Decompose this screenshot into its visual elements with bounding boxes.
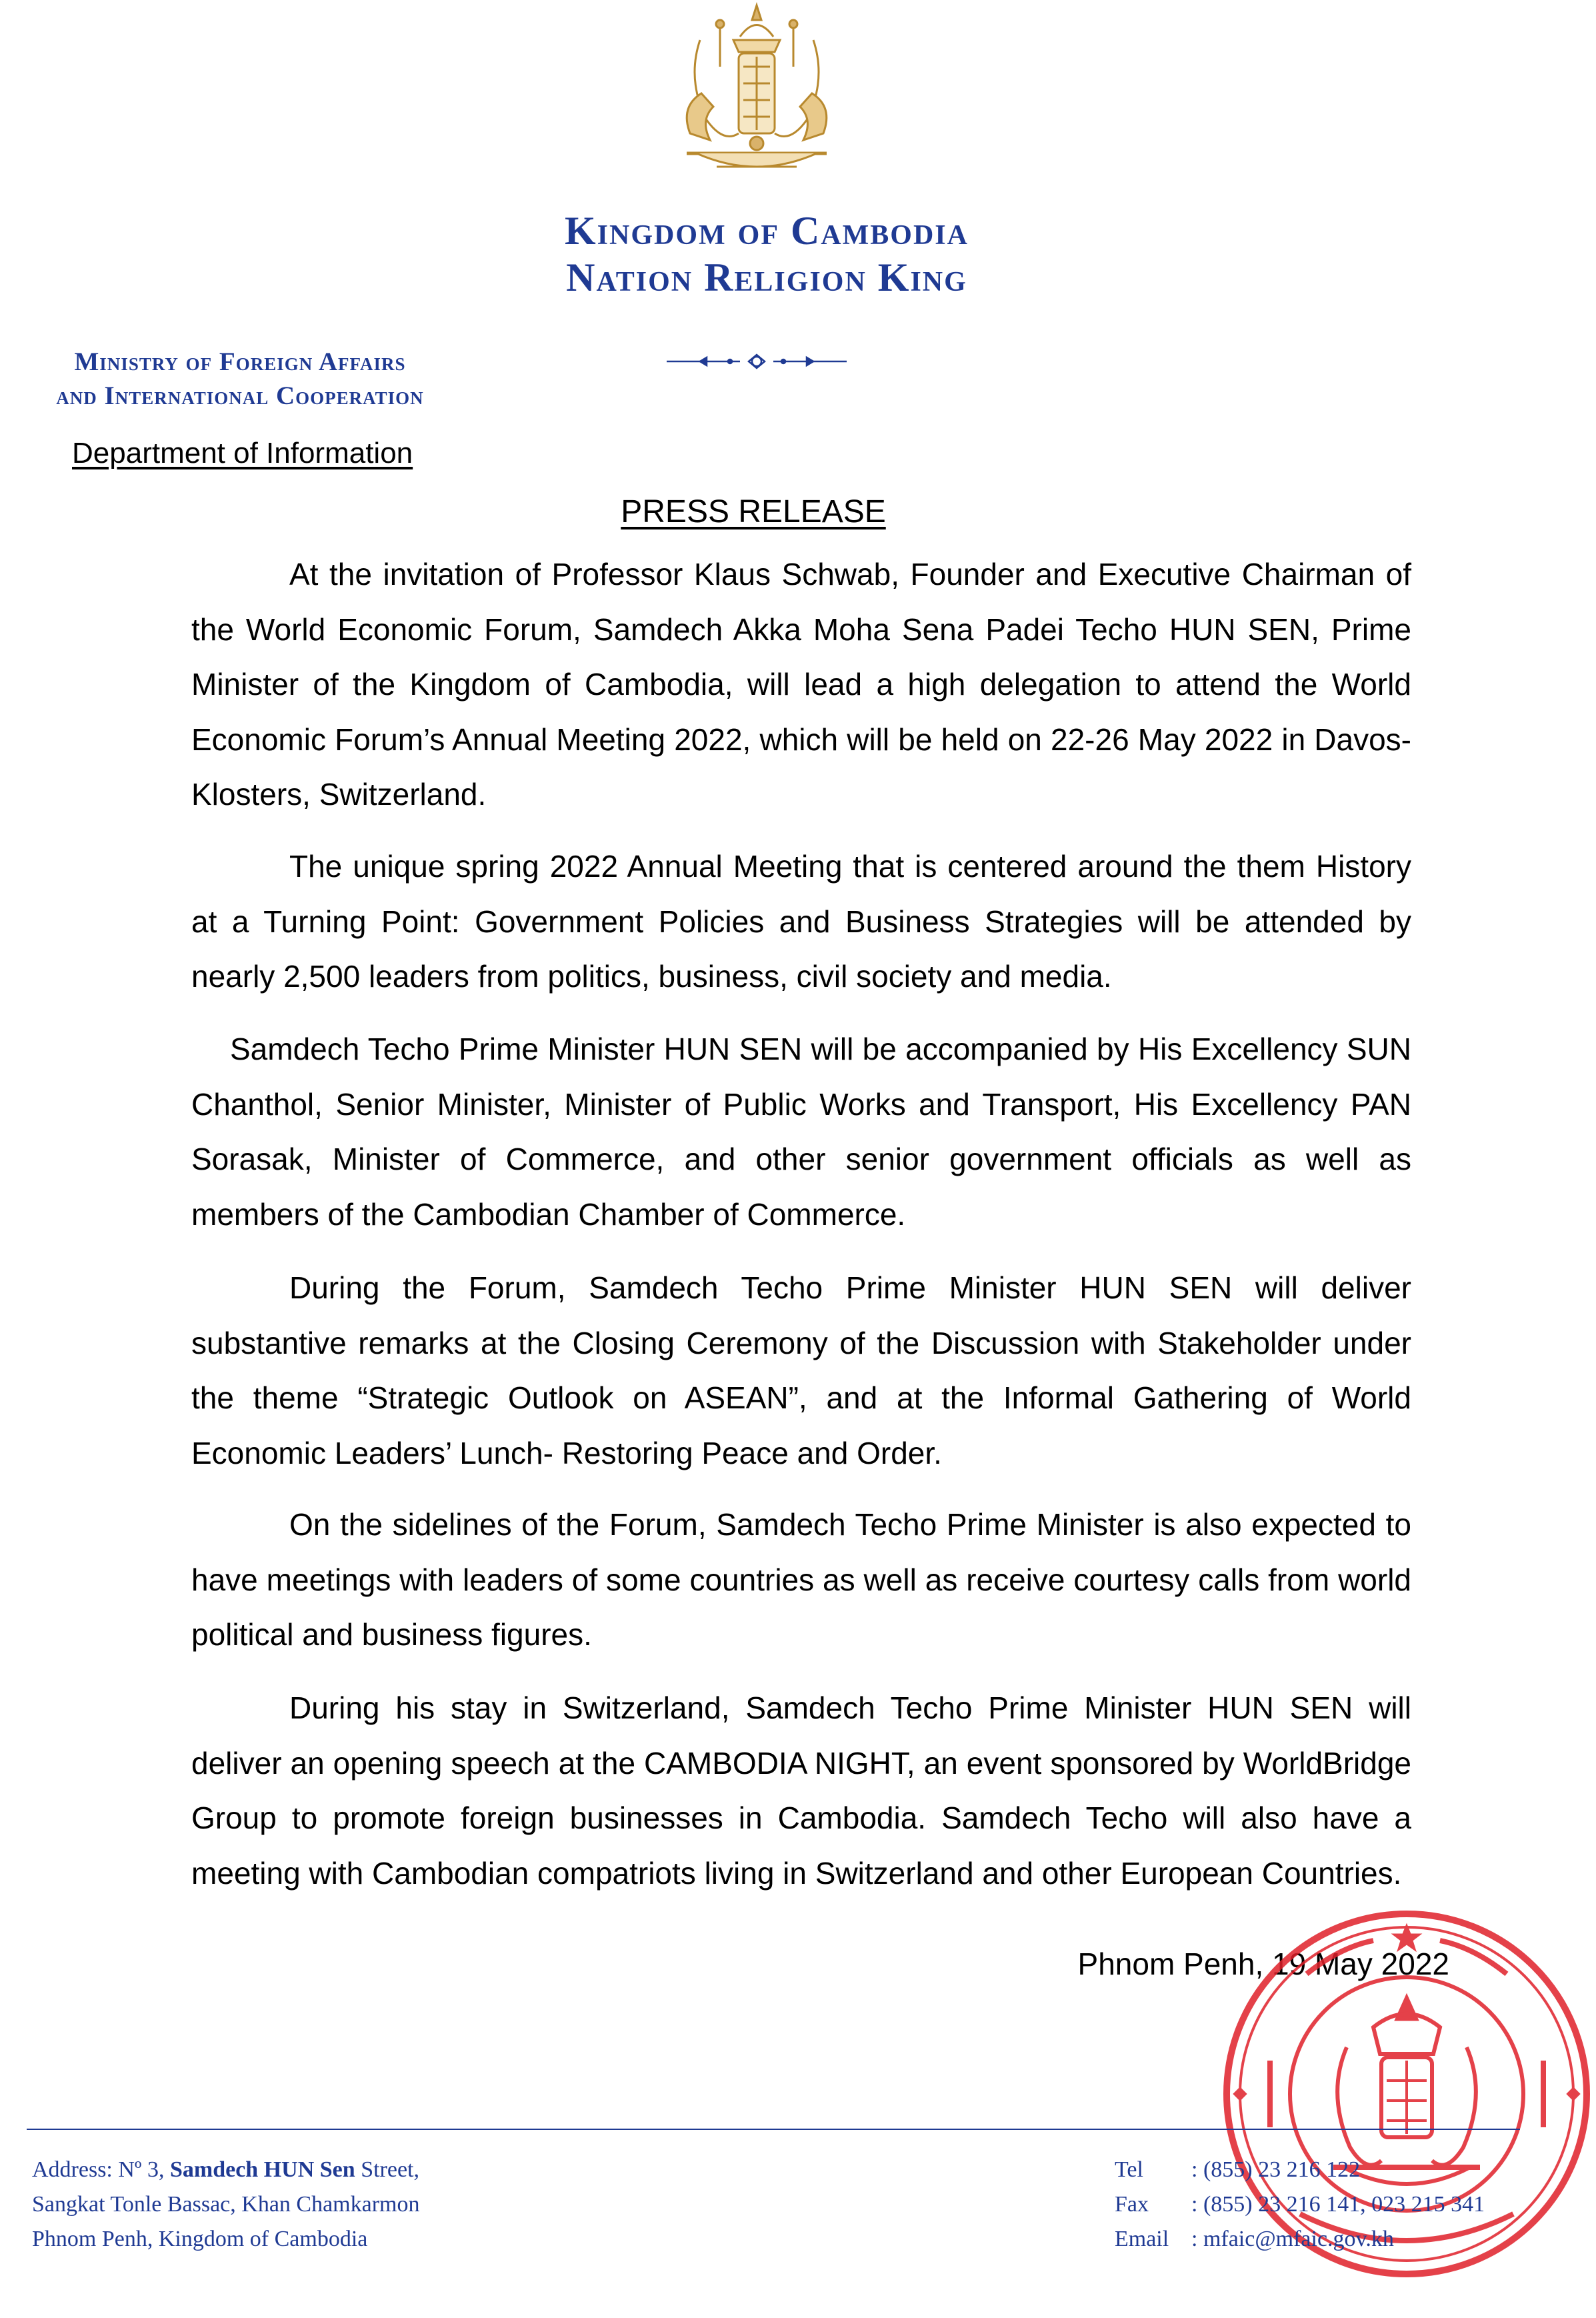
- footer-divider: [27, 2129, 1520, 2130]
- paragraph-3: Samdech Techo Prime Minister HUN SEN will be accompanied by His Excellency SUN Chanthol, Senior Minister, Minister of Public Works and Transport, His Excellency PAN Sorasak, Minister of Commerce, and other senior government officials as well as members of the Cambodian Chamber of Commerce.: [191, 1032, 1411, 1232]
- footer-tel: Tel : (855) 23 216 122: [1115, 2157, 1361, 2182]
- royal-coat-of-arms-icon: [660, 0, 853, 190]
- paragraph-1: At the invitation of Professor Klaus Schwab, Founder and Executive Chairman of the World Economic Forum, Samdech Akka Moha Sena Padei Techo HUN SEN, Prime Minister of the Kingdom of Cambodia, will lead a high delegation to attend the World Economic Forum’s Annual Meeting 2022, which will be held on 22-26 May 2022 in Davos-Klosters, Switzerland.: [191, 557, 1412, 812]
- country-name: Kingdom of Cambodia: [565, 209, 969, 253]
- ministry-name-line1: Ministry of Foreign Affairs: [74, 347, 406, 376]
- name-samdech-techo: Samdech Techo Prime Minister: [716, 1507, 1144, 1542]
- name-sun-chanthol: SUN Chanthol: [191, 1032, 1411, 1122]
- ministry-name-line2: and International Cooperation: [56, 381, 424, 410]
- document-title: PRESS RELEASE: [621, 494, 886, 529]
- name-samdech-techo: Samdech Techo: [941, 1801, 1168, 1835]
- paragraph-4: During the Forum, Samdech Techo Prime Minister HUN SEN will deliver substantive remarks at the Closing Ceremony of the Discussion with Stakeholder under the theme “Strategic Outlook on ASEAN”, and at the Informal Gathering of World Economic Leaders’ Lunch- Restoring Peace and Order.: [191, 1270, 1411, 1470]
- name-hun-sen: , Samdech Techo Prime Minister HUN SEN: [721, 1690, 1353, 1725]
- name-hun-sen: Samdech Akka Moha Sena Padei Techo HUN SEN: [593, 612, 1311, 647]
- footer-contacts: [1115, 2153, 1485, 2257]
- event-name: the World Economic Forum’s Annual Meeting 2022: [191, 667, 1411, 757]
- paragraph-5: On the sidelines of the Forum, Samdech Techo Prime Minister is also expected to have meetings with leaders of some countries as well as receive courtesy calls from world political and business figures.: [191, 1507, 1411, 1652]
- national-motto: Nation Religion King: [566, 255, 967, 299]
- footer-address: Address: Nº 3, Samdech HUN Sen Street, Sangkat Tonle Bassac, Khan Chamkarmon Phnom Penh, Kingdom of Cambodia: [32, 2157, 420, 2251]
- name-pan-sorasak: PAN Sorasak: [191, 1086, 1411, 1176]
- footer-email: Email : mfaic@mfaic.gov.kh: [1115, 2227, 1394, 2251]
- email-link[interactable]: : mfaic@mfaic.gov.kh: [1191, 2227, 1394, 2251]
- paragraph-6: During his stay in Switzerland, Samdech Techo Prime Minister HUN SEN will deliver an opening speech at the CAMBODIA NIGHT, an event sponsored by WorldBridge Group to promote foreign businesses in Cambodia. Samdech Techo will also have a meeting with Cambodian compatriots living in Switzerland and other European Countries.: [191, 1690, 1412, 1891]
- footer-fax: Fax : (855) 23 216 141, 023 215 341: [1115, 2192, 1485, 2217]
- dateline: Phnom Penh, 19 May 2022: [1077, 1947, 1449, 1981]
- name-klaus-schwab: Klaus Schwab: [693, 557, 891, 592]
- name-hun-sen: Samdech Techo Prime Minister HUN SEN: [589, 1270, 1233, 1305]
- paragraph-2: The unique spring 2022 Annual Meeting that is centered around the them History at a Turning Point: Government Policies and Business Strategies will be attended by nearly 2,500 leaders from politics, business, civil society and media.: [191, 849, 1411, 994]
- name-hun-sen: Samdech Techo Prime Minister HUN SEN: [230, 1032, 803, 1066]
- ornamental-divider-icon: [660, 351, 853, 371]
- department-name: Department of Information: [72, 437, 413, 469]
